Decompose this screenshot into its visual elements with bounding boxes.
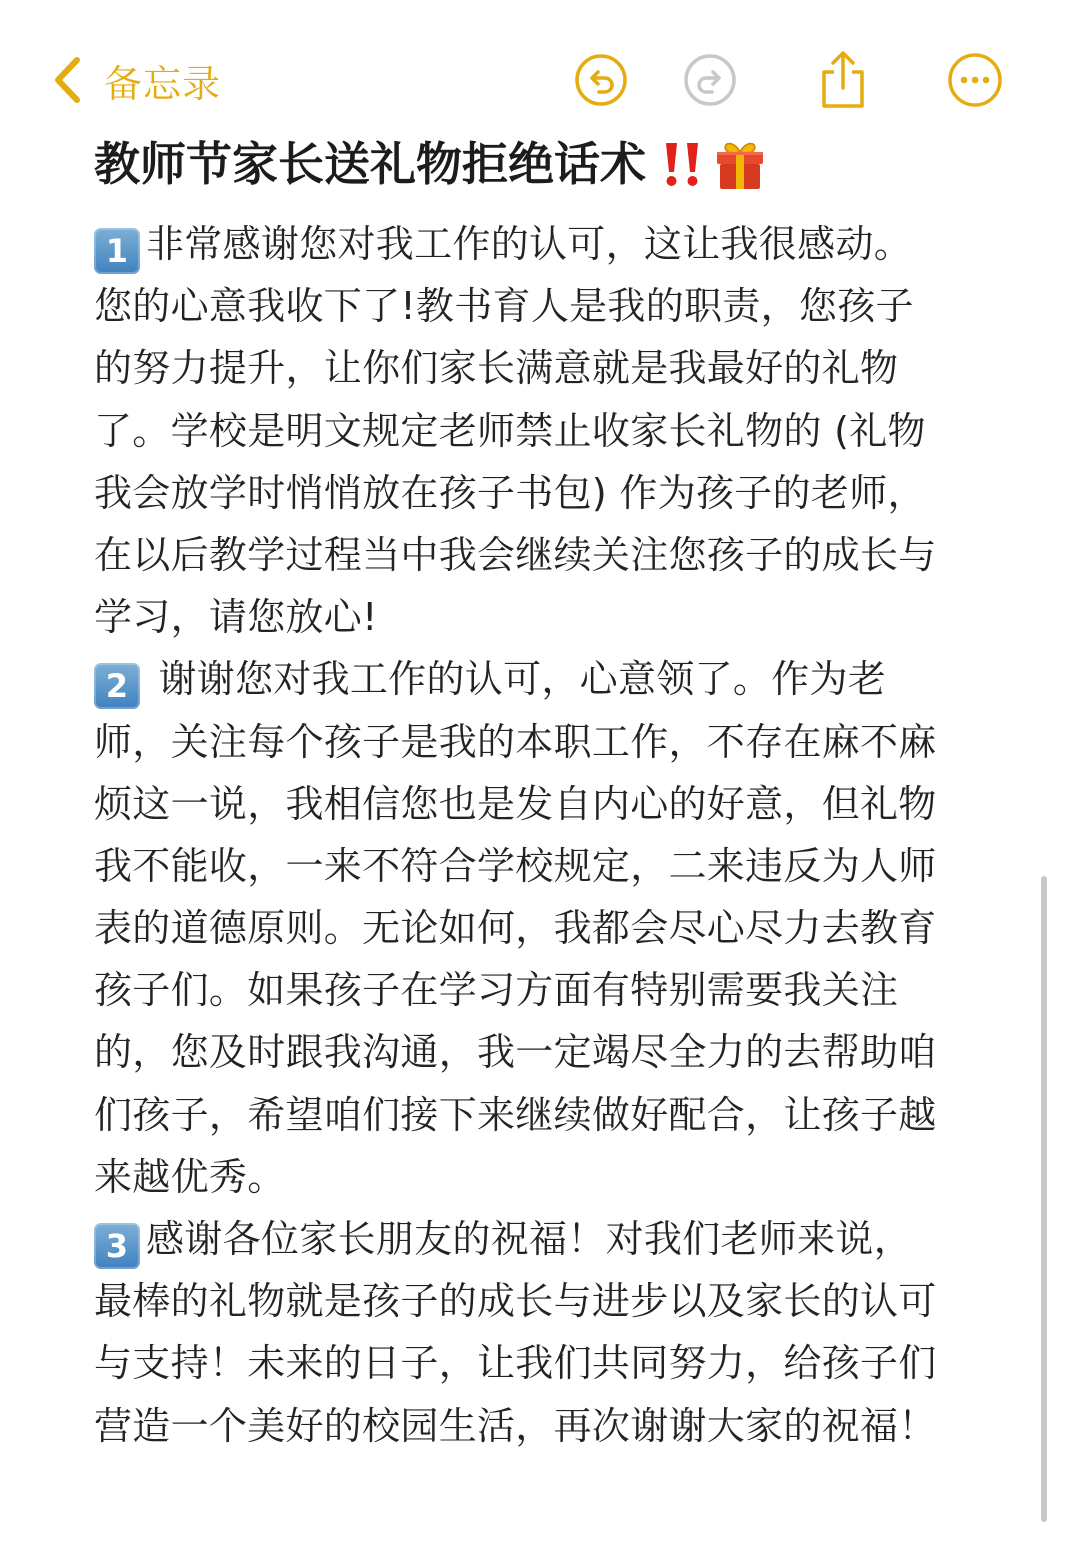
- redo-icon: [683, 53, 737, 107]
- note-line: 们孩子，希望咱们接下来继续做好配合，让孩子越: [94, 1092, 937, 1137]
- number-three-badge: 3: [94, 1223, 140, 1269]
- note-body[interactable]: [94, 213, 984, 1457]
- back-button[interactable]: [52, 52, 221, 108]
- undo-button[interactable]: [573, 52, 629, 108]
- note-line: 了。学校是明文规定老师禁止收家长礼物的 (礼物: [94, 408, 926, 453]
- note-line: 最棒的礼物就是孩子的成长与进步以及家长的认可: [94, 1279, 937, 1324]
- note-line: 表的道德原则。无论如何，我都会尽心尽力去教育: [94, 906, 937, 951]
- note-line: 学习，请您放心!: [94, 595, 378, 640]
- note-line: 来越优秀。: [94, 1154, 286, 1199]
- note-line: 我不能收，一来不符合学校规定，二来违反为人师: [94, 843, 937, 888]
- note-line: 您的心意我收下了!教书育人是我的职责，您孩子: [94, 284, 914, 329]
- note-line: 与支持！未来的日子，让我们共同努力，给孩子们: [94, 1341, 937, 1386]
- note-line: 孩子们。如果孩子在学习方面有特别需要我关注: [94, 968, 899, 1013]
- note-line: 师，关注每个孩子是我的本职工作，不存在麻不麻: [94, 719, 937, 764]
- note-line: 2 谢谢您对我工作的认可，心意领了。作为老: [94, 648, 984, 710]
- share-icon: [816, 50, 870, 110]
- note-line: 营造一个美好的校园生活，再次谢谢大家的祝福！: [94, 1403, 937, 1448]
- more-icon: [947, 52, 1003, 108]
- note-line: 烦这一说，我相信您也是发自内心的好意，但礼物: [94, 781, 937, 826]
- more-button[interactable]: [947, 52, 1003, 108]
- number-one-badge: 1: [94, 228, 140, 274]
- number-two-badge: 2: [94, 663, 140, 709]
- note-line: 1 非常感谢您对我工作的认可，这让我很感动。: [94, 213, 984, 275]
- note-line: 的努力提升，让你们家长满意就是我最好的礼物: [94, 346, 899, 391]
- redo-button[interactable]: [682, 52, 738, 108]
- undo-icon: [574, 53, 628, 107]
- navigation-bar: [0, 40, 1080, 120]
- note-title[interactable]: [94, 128, 768, 200]
- scroll-indicator[interactable]: [1041, 876, 1047, 1522]
- gift-icon: [712, 136, 768, 192]
- share-button[interactable]: [815, 52, 871, 108]
- note-line: 在以后教学过程当中我会继续关注您孩子的成长与: [94, 532, 937, 577]
- note-title-text: 教师节家长送礼物拒绝话术: [94, 137, 646, 191]
- chevron-left-icon: [52, 56, 82, 104]
- back-label: 备忘录: [104, 61, 222, 106]
- double-exclamation-icon: [660, 139, 706, 189]
- note-line: 的，您及时跟我沟通，我一定竭尽全力的去帮助咱: [94, 1030, 937, 1075]
- note-line: 3 感谢各位家长朋友的祝福！对我们老师来说，: [94, 1208, 984, 1270]
- note-line: 我会放学时悄悄放在孩子书包) 作为孩子的老师，: [94, 470, 926, 515]
